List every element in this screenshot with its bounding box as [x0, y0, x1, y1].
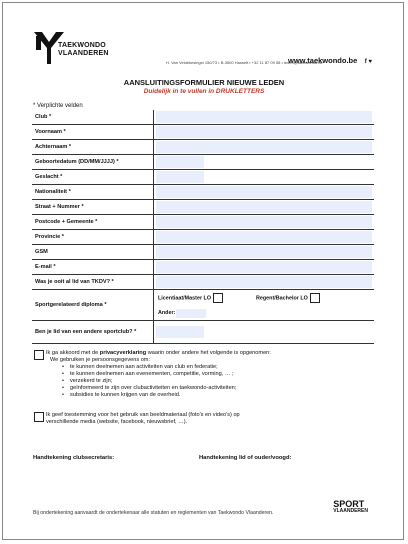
- form-row-provincie: [32, 230, 374, 245]
- geboortedatum-input[interactable]: [156, 156, 204, 168]
- field-label: Voornaam *: [32, 125, 154, 140]
- field-label: Nationaliteit *: [32, 185, 154, 200]
- logo-line2: VLAANDEREN: [58, 50, 109, 57]
- form-row-gsm: [32, 245, 374, 260]
- footer-note: Bij ondertekening aanvaardt de ondertekenaar alle statuten en reglementen van Taekwondo Vlaanderen.: [33, 510, 274, 516]
- list-item: • te kunnen deelnemen aan activiteiten van club en federatie;: [70, 364, 271, 371]
- straat-input[interactable]: [156, 201, 372, 213]
- media-line2: verschillende media (website, facebook, nieuwsbrief, …).: [46, 419, 188, 425]
- form-row-postcode: [32, 215, 374, 230]
- form-row-email: [32, 260, 374, 275]
- field-label: Achternaam *: [32, 140, 154, 155]
- website-link[interactable]: www.taekwondo.be: [287, 56, 358, 65]
- sport-logo-line2: VLAANDEREN: [333, 508, 368, 514]
- form-row-ooit-lid: [32, 275, 374, 290]
- sport-vlaanderen-logo: [333, 500, 368, 514]
- signature-secretary-label: Handtekening clubsecretaris:: [33, 455, 115, 461]
- diploma-other-input[interactable]: [176, 309, 206, 318]
- master-checkbox[interactable]: [213, 293, 223, 303]
- other-club-input[interactable]: [156, 326, 204, 338]
- voornaam-input[interactable]: [156, 126, 372, 138]
- logo-line1: TAEKWONDO: [58, 42, 106, 49]
- form-row-achternaam: [32, 140, 374, 155]
- form-title: AANSLUITINGSFORMULIER NIEUWE LEDEN: [123, 78, 285, 87]
- provincie-input[interactable]: [156, 231, 372, 243]
- form-subtitle: Duidelijk in te vullen in DRUKLETTERS: [143, 88, 265, 95]
- privacy-link[interactable]: privacyverklaring: [99, 350, 147, 356]
- privacy-checkbox[interactable]: [34, 350, 44, 360]
- list-item: • geïnformeerd te zijn over clubactiviteiten en taekwondo-activiteiten;: [70, 385, 271, 392]
- option-label: Licentiaat/Master LO: [158, 295, 212, 302]
- diploma-other-label: Ander:: [158, 310, 176, 316]
- privacy-line1: [46, 350, 271, 357]
- field-label: Provincie *: [32, 230, 154, 245]
- field-label: Straat + Nummer *: [32, 200, 154, 215]
- form-row-geboortedatum: [32, 155, 374, 170]
- email-input[interactable]: [156, 261, 372, 273]
- form-row-club: [32, 110, 374, 125]
- membership-form-table: [32, 110, 374, 344]
- media-checkbox[interactable]: [34, 412, 44, 422]
- privacy-text-pre: Ik ga akkoord met de: [46, 350, 100, 356]
- achternaam-input[interactable]: [156, 141, 372, 153]
- sport-logo-line1: SPORT: [333, 499, 365, 509]
- ooit-lid-input[interactable]: [156, 276, 372, 288]
- required-note: * Verplichte velden: [33, 103, 83, 109]
- privacy-bullets: [46, 364, 271, 399]
- field-label: Sportgerelateerd diploma *: [32, 290, 154, 321]
- list-item: • te kunnen deelnemen aan evenementen, competitie, vorming, … ;: [70, 371, 271, 378]
- form-row-other-club: [32, 321, 374, 344]
- social-icons[interactable]: f ♥: [364, 59, 372, 65]
- address-line: H. Van Veldekesingel 150/73 • B-3500 Hasselt • +32 11 87 09 58 • leden@taekwondo.be: [166, 60, 323, 65]
- form-row-geslacht: [32, 170, 374, 185]
- media-line1: Ik geef toestemming voor het gebruik van beeldmateriaal (foto's en video's) op: [46, 412, 240, 418]
- field-label: GSM: [32, 245, 154, 260]
- geslacht-input[interactable]: [156, 171, 204, 183]
- header-contact: [288, 50, 372, 68]
- form-row-diploma: [32, 290, 374, 321]
- field-label: Was je ooit al lid van TKDV? *: [32, 275, 154, 290]
- field-label: Club *: [32, 110, 154, 125]
- field-label: Ben je lid van een andere sportclub? *: [32, 321, 154, 344]
- field-label: E-mail *: [32, 260, 154, 275]
- field-label: Geboortedatum (DD/MM/JJJJ) *: [32, 155, 154, 170]
- media-consent: [46, 412, 240, 426]
- list-item: • subsidies te kunnen krijgen van de overheid.: [70, 392, 271, 399]
- form-row-straat: [32, 200, 374, 215]
- diploma-options: [156, 291, 372, 319]
- field-label: Postcode + Gemeente *: [32, 215, 154, 230]
- nationaliteit-input[interactable]: [156, 186, 372, 198]
- form-row-nationaliteit: [32, 185, 374, 200]
- club-input[interactable]: [156, 111, 372, 123]
- signature-member-label: Handtekening lid of ouder/voogd:: [199, 455, 292, 461]
- gsm-input[interactable]: [156, 246, 372, 258]
- postcode-input[interactable]: [156, 216, 372, 228]
- list-item: • verzekerd te zijn;: [70, 378, 271, 385]
- privacy-line2: We gebruiken je persoonsgegevens om:: [50, 357, 151, 363]
- privacy-consent: [46, 350, 271, 399]
- diploma-option-master: [158, 293, 223, 303]
- diploma-option-bachelor: [256, 293, 320, 303]
- privacy-text-post: waarin onder andere het volgende is opgenomen:: [146, 350, 271, 356]
- bachelor-checkbox[interactable]: [310, 293, 320, 303]
- form-row-voornaam: [32, 125, 374, 140]
- option-label: Regent/Bachelor LO: [256, 295, 308, 302]
- logo-text: [58, 42, 109, 58]
- field-label: Geslacht *: [32, 170, 154, 185]
